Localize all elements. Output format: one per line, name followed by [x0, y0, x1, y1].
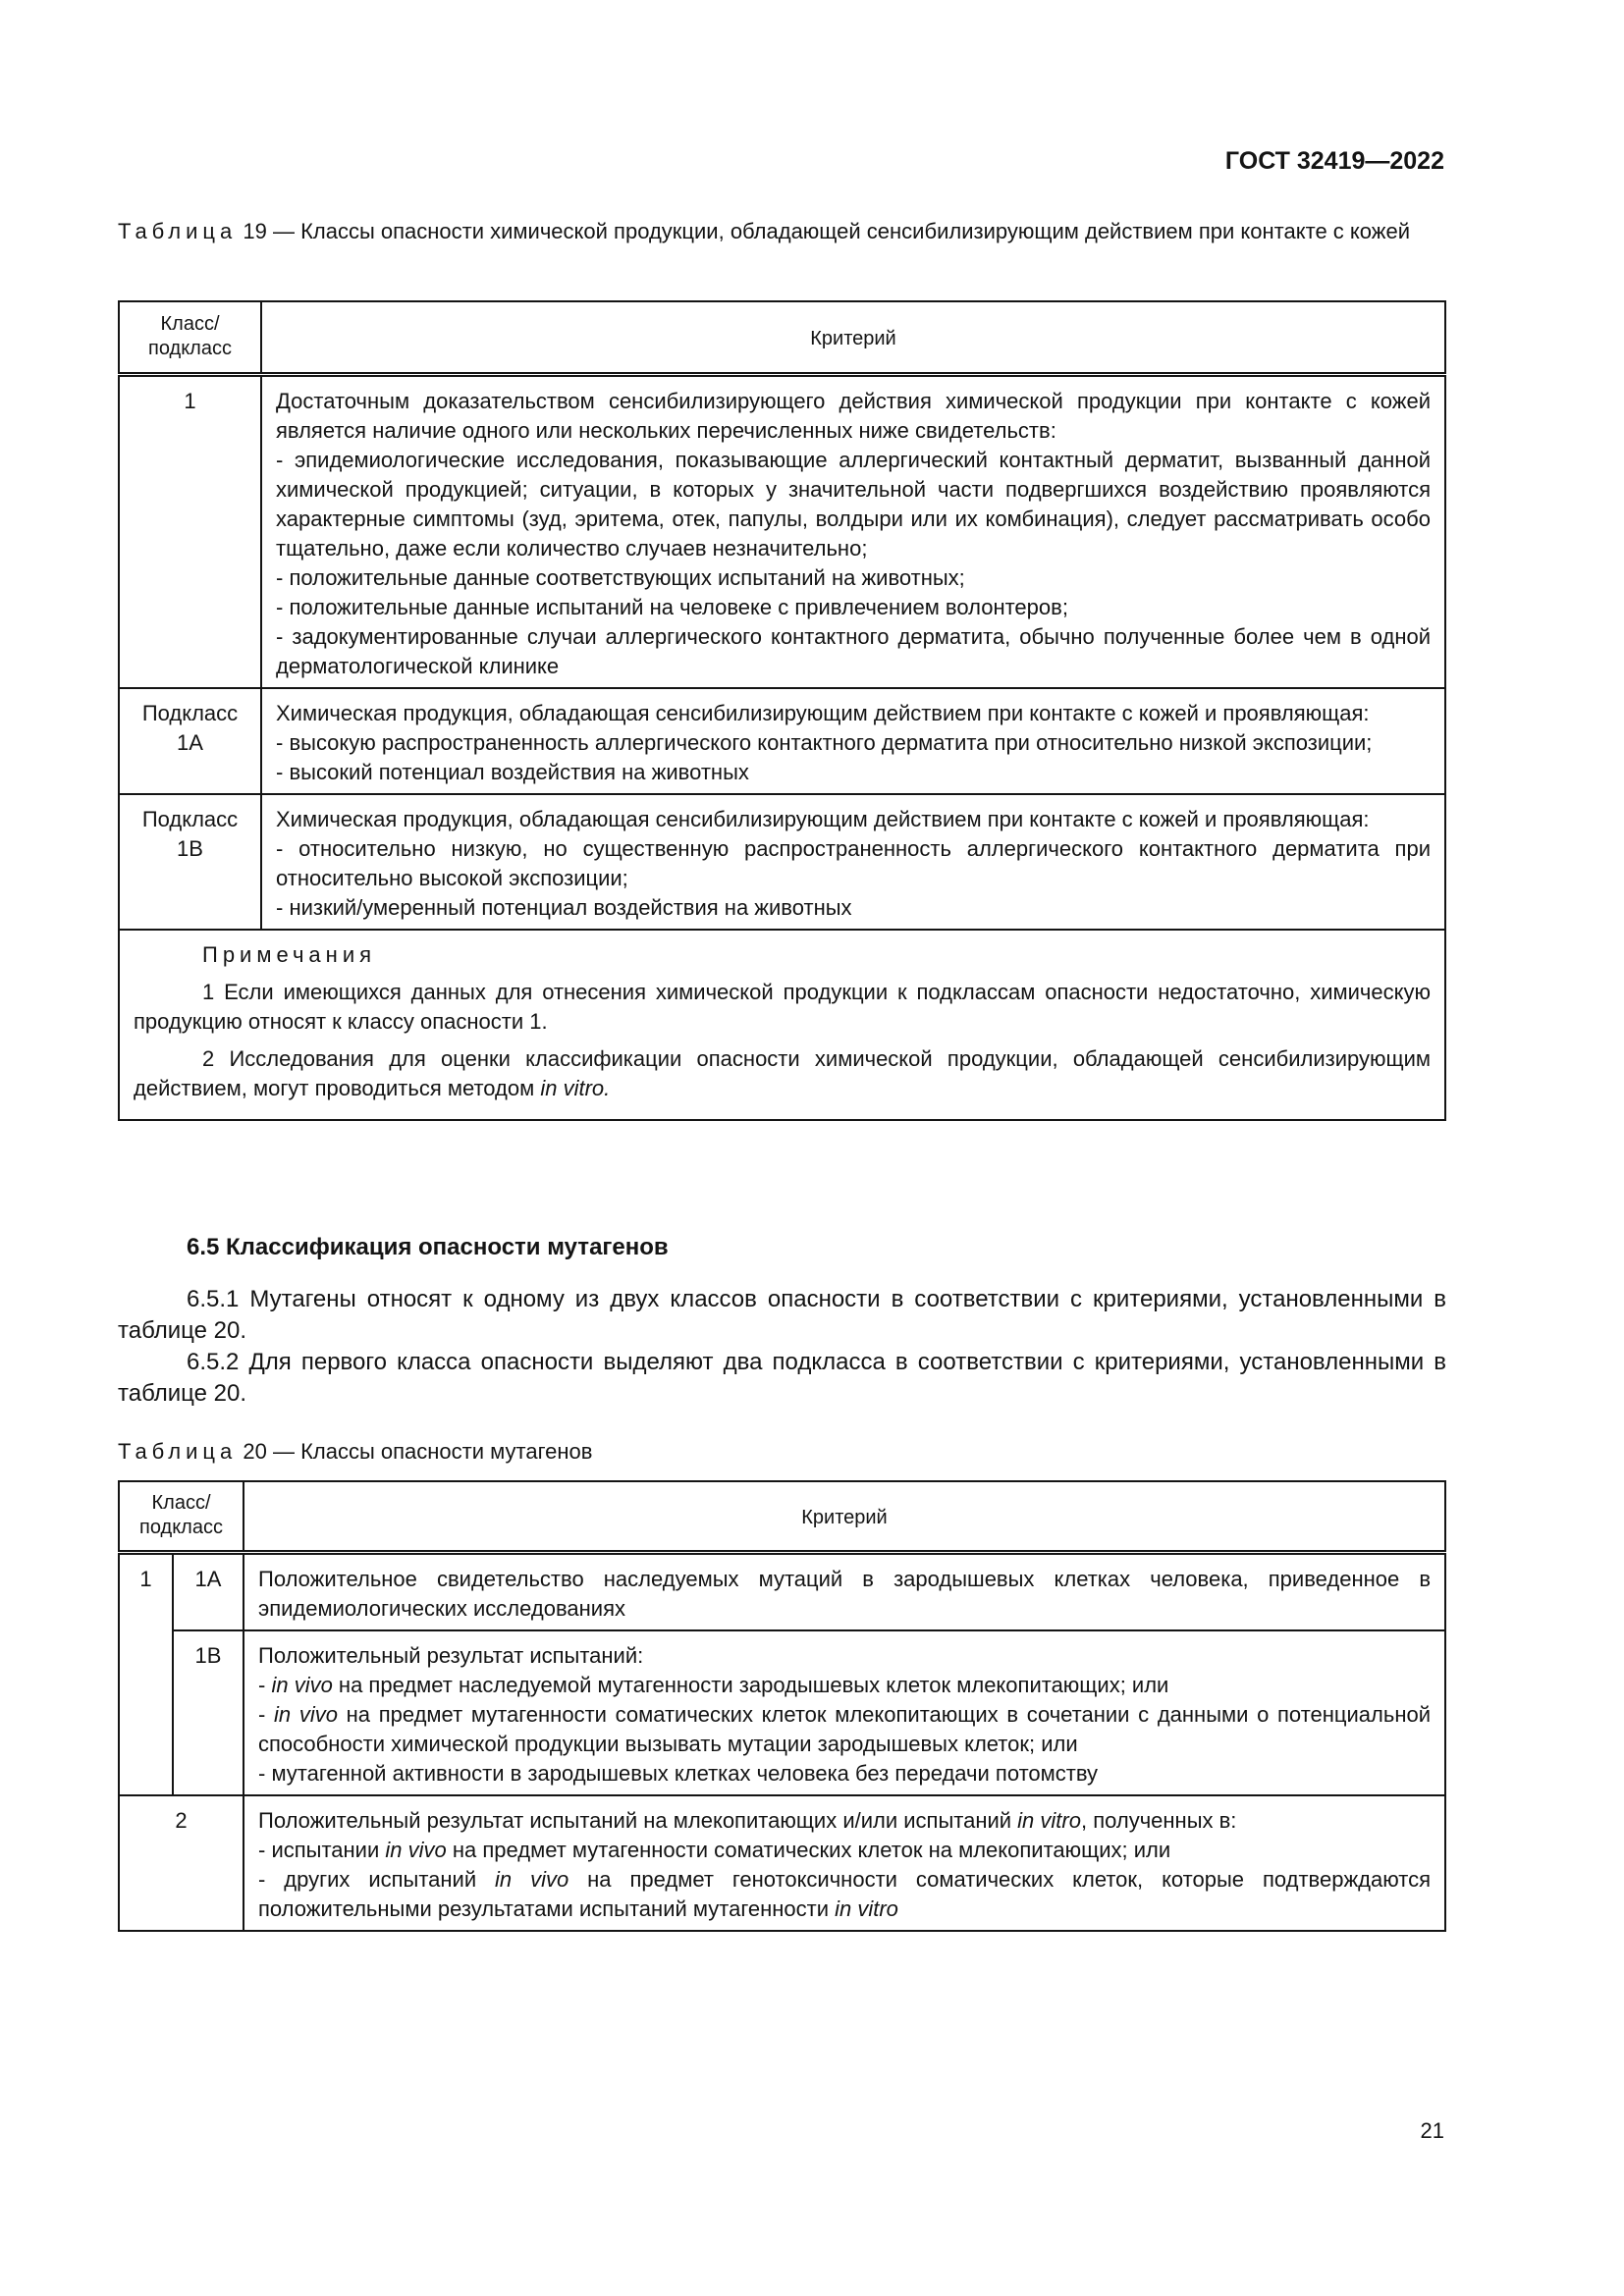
criterion-text: на предмет мутагенности соматических клеток на млекопитающих; или [446, 1837, 1171, 1862]
italic-term: in vivo [274, 1701, 338, 1727]
criterion-line [258, 1865, 1431, 1924]
paragraph-6-5-2: 6.5.2 Для первого класса опасности выделяют два подкласса в соответствии с критериями, установленными в таблице 20. [118, 1349, 1446, 1407]
column-header-class: Класс/ подкласс [119, 301, 261, 374]
criterion-line: Достаточным доказательством сенсибилизирующего действия химической продукции при контакте с кожей является наличие одного или нескольких перечисленных ниже свидетельств: [276, 388, 1431, 443]
class-cell: Подкласс 1А [119, 688, 261, 794]
class-cell: 2 [119, 1795, 244, 1931]
criterion-cell: Положительное свидетельство наследуемых мутаций в зародышевых клетках человека, приведенное в эпидемиологических исследованиях [244, 1552, 1445, 1630]
notes-cell [119, 930, 1445, 1120]
italic-term: in vivo [495, 1866, 569, 1892]
column-header-criterion: Критерий [244, 1481, 1445, 1552]
criterion-line: - низкий/умеренный потенциал воздействия на животных [276, 894, 852, 920]
criterion-text: - других испытаний [258, 1866, 496, 1892]
criterion-text: на предмет генотоксичности соматических клеток, которые подтверждаются положительными результатами испытаний мутагенности [258, 1866, 1431, 1921]
note-2-italic: in vitro. [540, 1075, 611, 1100]
criterion-line: - положительные данные испытаний на человеке с привлечением волонтеров; [276, 594, 1068, 619]
class-cell: 1 [119, 1552, 173, 1795]
notes-row [119, 930, 1445, 1120]
table-row [119, 688, 1445, 794]
notes-title: Примечания [202, 941, 377, 967]
subclass-cell: 1А [173, 1552, 244, 1630]
table-20-caption [118, 1438, 1443, 1466]
subclass-cell: 1В [173, 1630, 244, 1795]
italic-term: in vivo [385, 1837, 447, 1862]
criterion-line [258, 1806, 1431, 1836]
criterion-line: - мутагенной активности в зародышевых клетках человека без передачи потомству [258, 1760, 1099, 1786]
section-title: 6.5 Классификация опасности мутагенов [187, 1234, 669, 1260]
criterion-text: на предмет наследуемой мутагенности зародышевых клеток млекопитающих; или [332, 1672, 1169, 1697]
table-20-header-row [119, 1481, 1445, 1552]
table-19 [118, 300, 1446, 1121]
criterion-line: Химическая продукция, обладающая сенсибилизирующим действием при контакте с кожей и проявляющая: [276, 806, 1370, 831]
document-code: ГОСТ 32419—2022 [1224, 147, 1444, 175]
table-row [119, 1630, 1445, 1795]
criterion-line: - высокую распространенность аллергического контактного дерматита при относительно низкой экспозиции; [276, 729, 1373, 755]
table-word: Таблица [118, 219, 238, 243]
criterion-line: - задокументированные случаи аллергического контактного дерматита, обычно полученные более чем в одной дерматологической клинике [276, 623, 1431, 678]
class-cell: Подкласс 1В [119, 794, 261, 930]
table-19-header-row [119, 301, 1445, 374]
italic-term: in vitro [835, 1896, 898, 1921]
criterion-cell [261, 688, 1445, 794]
criterion-text: - испытании [258, 1837, 386, 1862]
note-2-text: 2 Исследования для оценки классификации опасности химической продукции, обладающей сенсибилизирующим действием, могут проводиться методом [134, 1045, 1431, 1100]
italic-term: in vitro [1017, 1807, 1081, 1833]
class-cell: 1 [119, 374, 261, 688]
criterion-line: - in vivo на предмет наследуемой мутагенности зародышевых клеток млекопитающих; или [258, 1672, 1169, 1697]
column-header-criterion: Критерий [261, 301, 1445, 374]
criterion-cell [261, 794, 1445, 930]
criterion-cell [261, 374, 1445, 688]
italic-term: in vivo [271, 1672, 333, 1697]
criterion-line: - относительно низкую, но существенную распространенность аллергического контактного дерматита при относительно высокой экспозиции; [276, 835, 1431, 890]
table-row [119, 1552, 1445, 1630]
criterion-line: - высокий потенциал воздействия на животных [276, 759, 749, 784]
paragraph-6-5-1: 6.5.1 Мутагены относят к одному из двух классов опасности в соответствии с критериями, установленными в таблице 20. [118, 1286, 1446, 1344]
criterion-text: на предмет мутагенности соматических клеток млекопитающих в сочетании с данными о потенциальной способности химической продукции вызывать мутации зародышевых клеток; или [258, 1701, 1431, 1756]
column-header-class: Класс/ подкласс [119, 1481, 244, 1552]
criterion-line: - эпидемиологические исследования, показывающие аллергический контактный дерматит, вызванный данной химической продукцией; ситуации, в которых у значительной части подвергшихся воздействию проявляются характерные симптомы (зуд, эритема, отек, папулы, волдыри или их комбинация), следует рассматривать особо тщательно, даже если количество случаев незначительно; [276, 447, 1431, 561]
table-row [119, 794, 1445, 930]
criterion-text: Положительный результат испытаний на млекопитающих и/или испытаний [258, 1807, 1018, 1833]
criterion-line: Химическая продукция, обладающая сенсибилизирующим действием при контакте с кожей и проявляющая: [276, 700, 1370, 725]
criterion-line: - положительные данные соответствующих испытаний на животных; [276, 564, 965, 590]
table-20 [118, 1480, 1446, 1932]
table-19-caption [118, 218, 1443, 245]
table-word: Таблица [118, 1439, 238, 1464]
criterion-cell [244, 1630, 1445, 1795]
criterion-line [258, 1836, 1431, 1865]
note-2 [134, 1044, 1431, 1103]
criterion-line: Положительный результат испытаний: [258, 1642, 644, 1668]
criterion-text: , полученных в: [1080, 1807, 1237, 1833]
table-19-caption-text: 19 — Классы опасности химической продукции, обладающей сенсибилизирующим действием при контакте с кожей [243, 219, 1411, 243]
table-row [119, 374, 1445, 688]
criterion-cell [244, 1795, 1445, 1931]
table-row [119, 1795, 1445, 1931]
table-20-caption-text: 20 — Классы опасности мутагенов [243, 1439, 593, 1464]
page-number: 21 [1420, 2118, 1444, 2143]
note-1: 1 Если имеющихся данных для отнесения химической продукции к подклассам опасности недостаточно, химическую продукцию относят к классу опасности 1. [134, 979, 1431, 1034]
criterion-line: - in vivo на предмет мутагенности соматических клеток млекопитающих в сочетании с данными о потенциальной способности химической продукции вызывать мутации зародышевых клеток; или [258, 1701, 1431, 1756]
